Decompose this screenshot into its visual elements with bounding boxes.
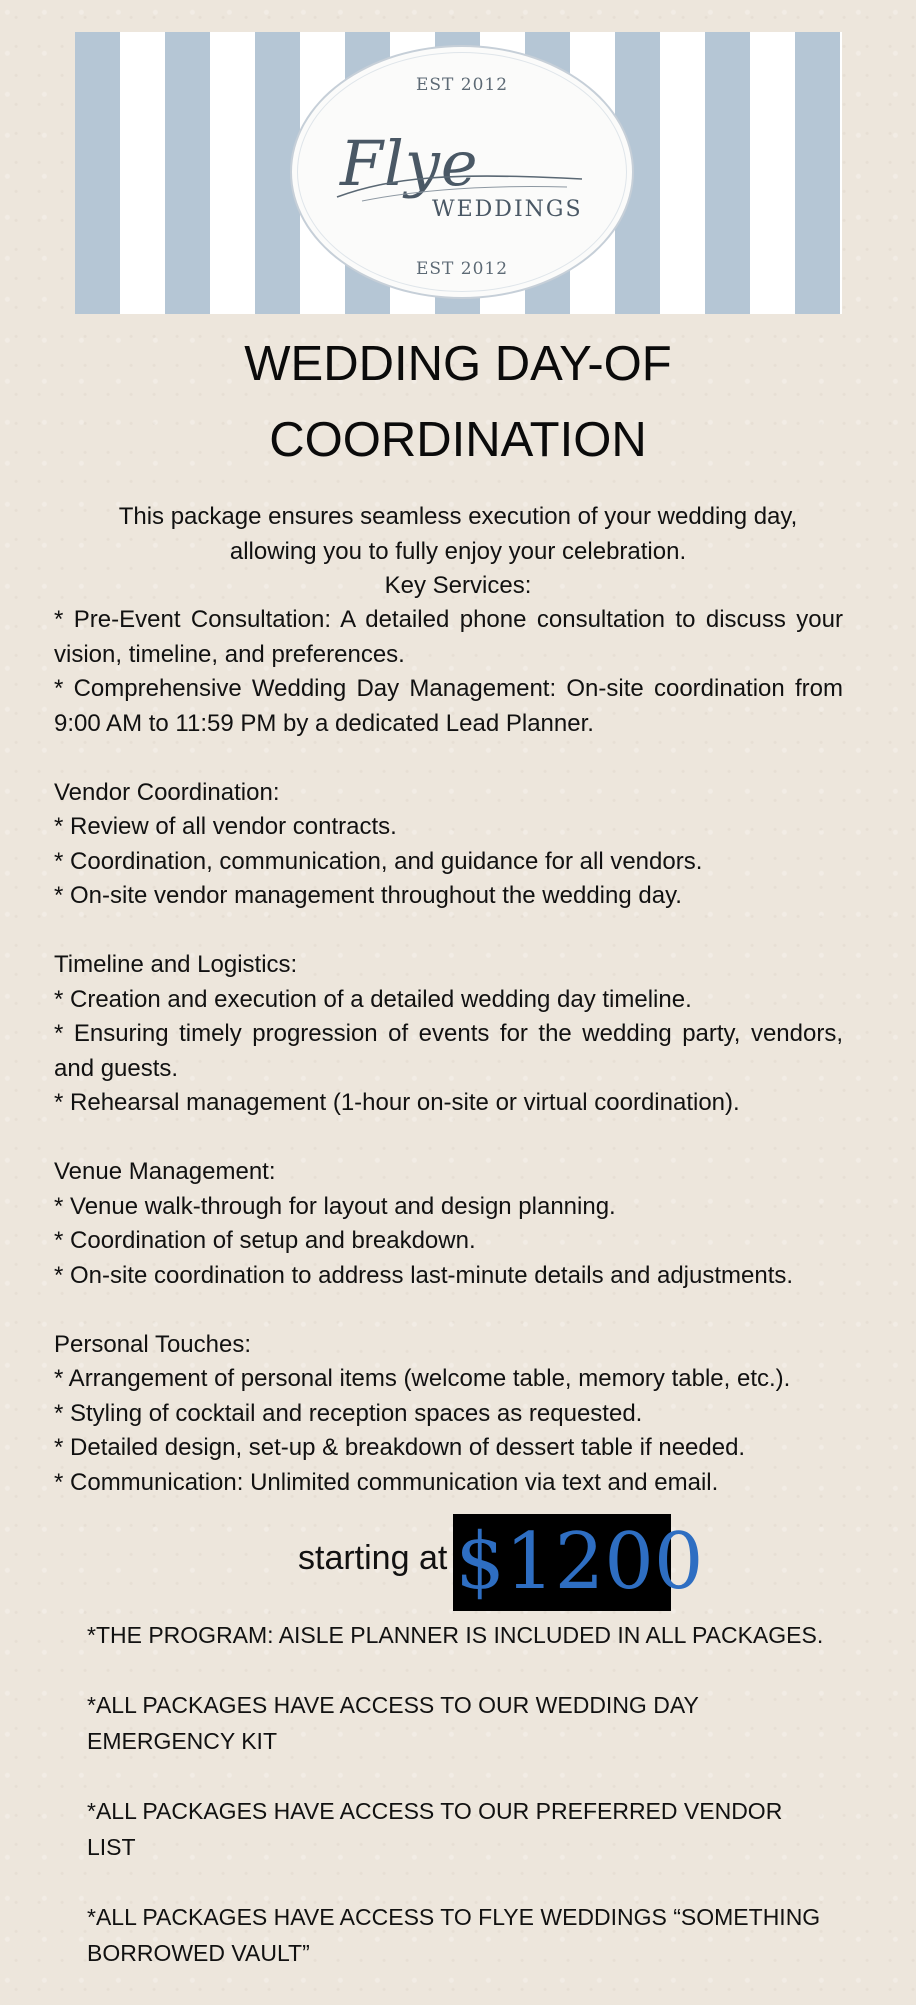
list-item: * Coordination of setup and breakdown. (54, 1227, 476, 1254)
list-item: * Styling of cocktail and reception spaces as requested. (54, 1399, 643, 1427)
intro-line-2: allowing you to fully enjoy your celebration. (229, 537, 687, 565)
title-line-1: WEDDING DAY-OF (244, 337, 672, 391)
list-item: * Coordination, communication, and guidance for all vendors. (54, 847, 703, 875)
list-item: * Arrangement of personal items (welcome table, memory table, etc.). (54, 1365, 791, 1392)
list-item: * Creation and execution of a detailed wedding day timeline. (54, 985, 692, 1013)
note-item: *THE PROGRAM: AISLE PLANNER IS INCLUDED IN ALL PACKAGES. (87, 1622, 824, 1648)
section-heading-vendor: Vendor Coordination: (54, 778, 280, 806)
price-amount: $1200 (453, 1514, 671, 1611)
note-item: *ALL PACKAGES HAVE ACCESS TO FLYE WEDDINGS “SOMETHING BORROWED VAULT” (87, 1904, 821, 1966)
logo-swash-icon (332, 167, 592, 207)
section-heading-personal: Personal Touches: (54, 1330, 252, 1358)
note-item: *ALL PACKAGES HAVE ACCESS TO OUR WEDDING DAY EMERGENCY KIT (87, 1692, 699, 1754)
note-item: *ALL PACKAGES HAVE ACCESS TO OUR PREFERRED VENDOR LIST (87, 1798, 783, 1860)
logo-est-bottom: EST 2012 (415, 259, 509, 279)
page-title (0, 326, 916, 478)
package-notes (87, 1617, 827, 2005)
list-item: * Ensuring timely progression of events for the wedding party, vendors, and guests. (54, 1020, 843, 1082)
service-item: * Pre-Event Consultation: A detailed phone consultation to discuss your vision, timeline, and preferences. (54, 606, 843, 668)
logo-banner (75, 32, 842, 314)
logo-script-text: Flye (340, 127, 479, 200)
key-services-heading: Key Services: (384, 572, 532, 599)
list-item: * On-site vendor management throughout the wedding day. (54, 882, 682, 909)
list-item: * Review of all vendor contracts. (54, 813, 397, 840)
list-item: * On-site coordination to address last-minute details and adjustments. (54, 1261, 794, 1289)
title-line-2: COORDINATION (269, 413, 647, 467)
section-heading-venue: Venue Management: (54, 1158, 276, 1185)
service-item: * Comprehensive Wedding Day Management: On-site coordination from 9:00 AM to 11:59 PM by a dedicated Lead Planner. (54, 675, 843, 737)
list-item: * Venue walk-through for layout and design planning. (54, 1192, 616, 1220)
list-item: * Communication: Unlimited communication via text and email. (54, 1468, 719, 1496)
price-block (298, 1512, 704, 1612)
logo-badge (290, 45, 634, 299)
logo-est-top: EST 2012 (415, 75, 509, 95)
intro-block (0, 500, 916, 604)
section-heading-timeline: Timeline and Logistics: (54, 951, 298, 978)
list-item: * Detailed design, set-up & breakdown of dessert table if needed. (54, 1434, 746, 1461)
logo-brand-text: WEDDINGS (432, 197, 583, 222)
intro-line-1: This package ensures seamless execution of your wedding day, (118, 503, 798, 530)
services-body (54, 603, 843, 1500)
list-item: * Rehearsal management (1-hour on-site or virtual coordination). (54, 1089, 740, 1116)
price-label: starting at (298, 1538, 448, 1577)
